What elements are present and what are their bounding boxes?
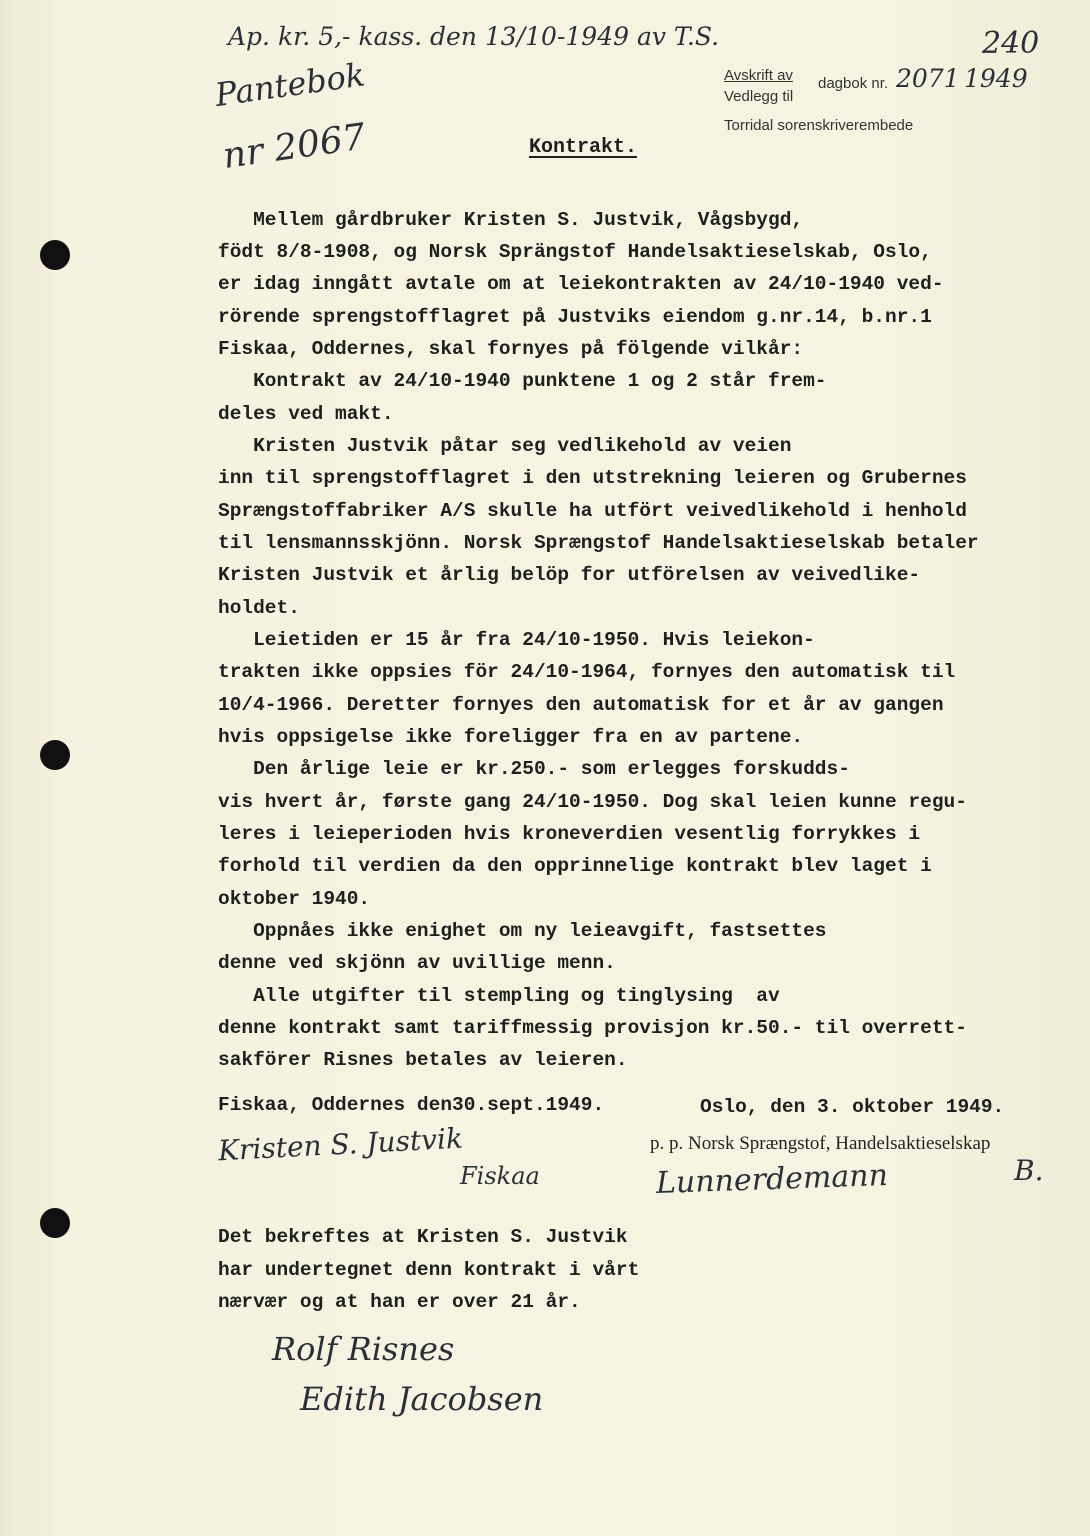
body-line: oktober 1940.	[218, 888, 371, 910]
signature-right: Lunnerdemann	[655, 1157, 889, 1202]
body-line: Kristen Justvik et årlig belöp for utförelsen av veivedlike-	[218, 564, 921, 586]
body-line: Sprængstoffabriker A/S skulle ha utfört veivedlikehold i henhold	[218, 500, 967, 522]
body-line: inn til sprengstofflagret i den utstrekning leieren og Grubernes	[218, 467, 967, 489]
body-line: Oppnåes ikke enighet om ny leieavgift, fastsettes	[218, 920, 827, 942]
body-line: vis hvert år, første gang 24/10-1950. Dog skal leien kunne regu-	[218, 791, 967, 813]
body-line: til lensmannsskjönn. Norsk Sprængstof Handelsaktieselskab betaler	[218, 532, 979, 554]
body-line: 10/4-1966. Deretter fornyes den automatisk for et år av gangen	[218, 694, 944, 716]
body-line: deles ved makt.	[218, 403, 394, 425]
body-line: Leietiden er 15 år fra 24/10-1950. Hvis leiekon-	[218, 629, 815, 651]
body-line: Den årlige leie er kr.250.- som erlegges forskudds-	[218, 758, 850, 780]
punch-hole-bottom	[40, 1208, 70, 1238]
stamp-line1b: dagbok nr.	[818, 75, 889, 92]
stamp-line1: Avskrift av	[724, 67, 793, 84]
body-line: Kontrakt av 24/10-1940 punktene 1 og 2 står frem-	[218, 370, 827, 392]
witness-signature-1: Rolf Risnes	[272, 1330, 455, 1368]
stamp-line2: Vedlegg til	[724, 88, 794, 105]
witness-line: Det bekreftes at Kristen S. Justvik	[218, 1226, 628, 1248]
journal-number: 2071	[896, 64, 960, 93]
punch-hole-middle	[40, 740, 70, 770]
company-line: p. p. Norsk Sprængstof, Handelsaktieselskap	[650, 1133, 991, 1154]
left-note-line2: nr 2067	[220, 116, 369, 177]
signature-right-initial: B.	[1014, 1154, 1044, 1187]
signature-left: Kristen S. Justvik	[217, 1121, 464, 1168]
body-line: forhold til verdien da den opprinnelige kontrakt blev laget i	[218, 855, 932, 877]
punch-hole-top	[40, 240, 70, 270]
body-line: hvis oppsigelse ikke foreligger fra en av partene.	[218, 726, 804, 748]
margin-note: Ap. kr. 5,- kass. den 13/10-1949 av T.S.	[228, 22, 720, 51]
body-line: Mellem gårdbruker Kristen S. Justvik, Vågsbygd,	[218, 209, 804, 231]
stamp-line3: Torridal sorenskriverembede	[724, 117, 914, 134]
body-line: holdet.	[218, 597, 300, 619]
journal-year: 1949	[964, 64, 1028, 93]
body-line: denne ved skjönn av uvillige menn.	[218, 952, 616, 974]
witness-line: har undertegnet denn kontrakt i vårt	[218, 1259, 640, 1281]
body-line: Fiskaa, Oddernes, skal fornyes på fölgende vilkår:	[218, 338, 804, 360]
witness-signature-2: Edith Jacobsen	[300, 1380, 544, 1418]
body-line: leres i leieperioden hvis kroneverdien vesentlig forrykkes i	[218, 823, 921, 845]
signature-left-place: Fiskaa	[460, 1162, 540, 1190]
body-line: denne kontrakt samt tariffmessig provisjon kr.50.- til overrett-	[218, 1017, 967, 1039]
document-title: Kontrakt.	[529, 136, 638, 159]
body-line: sakförer Risnes betales av leieren.	[218, 1049, 628, 1071]
body-line: er idag inngått avtale om at leiekontrakten av 24/10-1940 ved-	[218, 273, 944, 295]
place-date-left: Fiskaa, Oddernes den30.sept.1949.	[218, 1094, 605, 1116]
place-date-right: Oslo, den 3. oktober 1949.	[700, 1096, 1005, 1118]
body-line: rörende sprengstofflagret på Justviks eiendom g.nr.14, b.nr.1	[218, 306, 932, 328]
page-number: 240	[982, 26, 1040, 61]
body-line: Kristen Justvik påtar seg vedlikehold av veien	[218, 435, 792, 457]
body-line: födt 8/8-1908, og Norsk Sprängstof Handelsaktieselskab, Oslo,	[218, 241, 932, 263]
body-line: trakten ikke oppsies för 24/10-1964, fornyes den automatisk til	[218, 661, 956, 683]
witness-line: nærvær og at han er over 21 år.	[218, 1291, 581, 1313]
body-line: Alle utgifter til stempling og tinglysing av	[218, 985, 780, 1007]
left-note-line1: Pantebok	[212, 55, 368, 114]
